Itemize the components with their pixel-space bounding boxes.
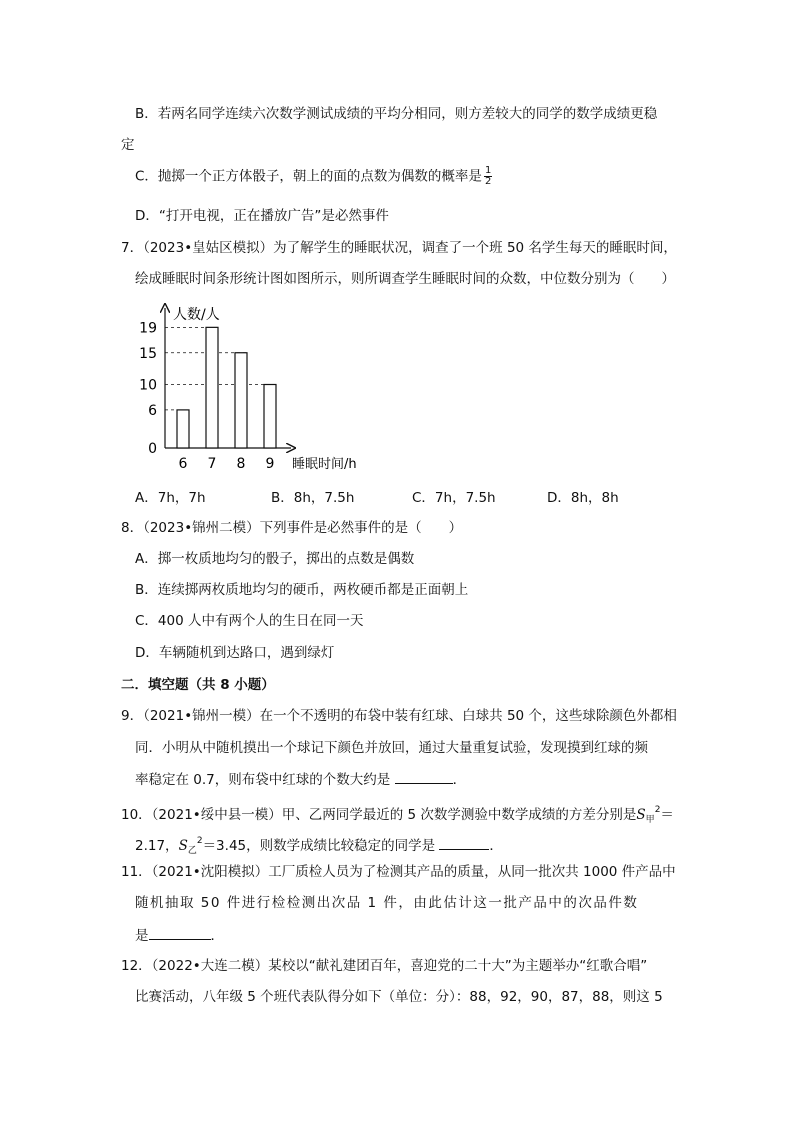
q6-option-b-line1: B．若两名同学连续六次数学测试成绩的平均分相同，则方差较大的同学的数学成绩更稳: [135, 106, 658, 122]
bar-9: [264, 385, 276, 449]
answer-blank[interactable]: [439, 835, 489, 850]
q8-option-c: C．400 人中有两个人的生日在同一天: [135, 613, 364, 629]
q9-line1: 9．（2021•锦州一模）在一个不透明的布袋中装有红球、白球共 50 个，这些球除颜色外都相: [121, 708, 677, 724]
y-tick-label: 15: [139, 345, 157, 362]
y-axis-label: 人数/人: [173, 307, 220, 323]
fraction-one-half: $\frac{1}{2}$: [484, 165, 492, 187]
bar-7: [206, 327, 218, 448]
q9-line2: 同．小明从中随机摸出一个球记下颜色并放回，通过大量重复试验，发现摸到红球的频: [135, 740, 648, 756]
q8-option-b: B．连续掷两枚质地均匀的硬币，两枚硬币都是正面朝上: [135, 582, 469, 598]
x-tick-label: 9: [265, 456, 275, 472]
q11-line2: 随机抽取 50 件进行检检测出次品 1 件，由此估计这一批产品中的次品件数: [135, 895, 639, 911]
bar-6: [177, 410, 189, 448]
sleep-time-bar-chart: [135, 302, 435, 482]
q7-option-c: C．7h，7.5h: [412, 490, 496, 506]
q6-option-c: [135, 166, 492, 187]
q11-line1: 11．（2021•沈阳模拟）工厂质检人员为了检测其产品的质量，从同一批次共 1000 件产品中: [121, 864, 676, 880]
q7-option-b: B．8h，7.5h: [271, 490, 355, 506]
q7-option-a: A．7h，7h: [135, 490, 206, 506]
x-tick-label: 6: [178, 456, 188, 472]
q7-stem-line2: 绘成睡眠时间条形统计图如图所示，则所调查学生睡眠时间的众数，中位数分别为（ ）: [135, 271, 675, 287]
answer-blank[interactable]: [395, 769, 453, 784]
bar-8: [235, 353, 247, 448]
q8-option-a: A．掷一枚质地均匀的骰子，掷出的点数是偶数: [135, 551, 415, 567]
x-axis-label: 睡眠时间/h: [292, 457, 357, 472]
q8-option-d: D．车辆随机到达路口，遇到绿灯: [135, 645, 335, 661]
y-tick-label: 0: [148, 441, 157, 457]
q10-line2: 2.17，$S_乙^2=3.45$，则数学成绩比较稳定的同学是 ．: [135, 836, 503, 856]
q12-line1: 12．（2022•大连二模）某校以“献礼建团百年，喜迎党的二十大”为主题举办“红歌合唱”: [121, 958, 648, 974]
q8-stem: 8．（2023•锦州二模）下列事件是必然事件的是（ ）: [121, 520, 463, 536]
y-tick-label: 6: [148, 402, 157, 419]
x-tick-label: 7: [207, 456, 217, 472]
section-heading-fill-in: 二．填空题（共 8 小题）: [121, 677, 275, 693]
y-tick-label: 10: [139, 377, 157, 394]
q12-line2: 比赛活动，八年级 5 个班代表队得分如下（单位：分）：88，92，90，87，88，则这 5: [135, 989, 663, 1005]
x-tick-label: 8: [236, 456, 246, 472]
y-tick-label: 19: [139, 320, 157, 337]
q6-option-c-text: C．抛掷一个正方体骰子，朝上的面的点数为偶数的概率是: [135, 168, 482, 185]
q7-stem-line1: 7．（2023•皇姑区模拟）为了解学生的睡眠状况，调查了一个班 50 名学生每天的睡眠时间，: [121, 240, 677, 256]
q10-line1: 10．（2021•绥中县一模）甲、乙两同学最近的 5 次数学测验中数学成绩的方差分别是$S_甲^2=$: [121, 805, 674, 825]
q9-line3: 率稳定在 0.7，则布袋中红球的个数大约是 ．: [135, 769, 466, 790]
q6-option-b-line2: 定: [121, 137, 135, 153]
answer-blank[interactable]: [149, 925, 211, 940]
q6-option-d: D．“打开电视，正在播放广告”是必然事件: [135, 208, 389, 224]
q11-line3: 是 ．: [135, 925, 224, 946]
q7-option-d: D．8h，8h: [547, 490, 619, 506]
